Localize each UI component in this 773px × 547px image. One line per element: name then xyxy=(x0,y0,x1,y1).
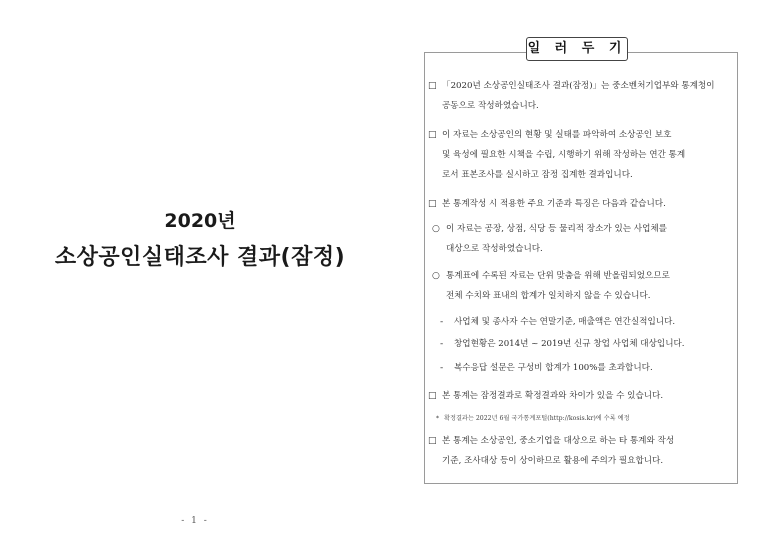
note-line: 사업체 및 종사자 수는 연말기준, 매출액은 연간실적입니다. xyxy=(454,317,676,327)
note-line: 이 자료는 소상공인의 현황 및 실태를 파악하여 소상공인 보호 xyxy=(442,130,672,140)
note-item xyxy=(440,312,746,332)
asterisk-mark: * xyxy=(436,415,439,422)
checkbox-mark: □ xyxy=(428,391,437,401)
page-number: - 1 - xyxy=(181,516,209,526)
note-line: 기준, 조사대상 등이 상이하므로 활용에 주의가 필요합니다. xyxy=(442,456,664,466)
note-line: 복수응답 설문은 구성비 합계가 100%를 초과합니다. xyxy=(454,363,653,373)
page-title: 소상공인실태조사 결과(잠정) xyxy=(54,245,346,270)
note-line: 공동으로 작성하였습니다. xyxy=(442,101,539,111)
note-line: 대상으로 작성하였습니다. xyxy=(446,244,543,254)
note-line: 및 육성에 필요한 시책을 수립, 시행하기 위해 작성하는 연간 통계 xyxy=(442,150,686,160)
checkbox-mark: □ xyxy=(428,199,437,209)
checkbox-mark: □ xyxy=(428,436,437,446)
dash-mark: - xyxy=(440,339,444,349)
note-item xyxy=(432,266,738,306)
note-item xyxy=(440,334,746,354)
circle-mark: ○ xyxy=(432,224,440,234)
note-item xyxy=(428,125,734,185)
note-item xyxy=(428,76,734,116)
note-line: 로서 표본조사를 실시하고 잠정 집계한 결과입니다. xyxy=(442,170,633,180)
note-item xyxy=(432,219,738,259)
footnote xyxy=(436,412,742,426)
dash-mark: - xyxy=(440,317,444,327)
note-item xyxy=(428,386,734,406)
footnote-text: 확정결과는 2022년 6월 국가통계포털(http://kosis.kr)에 수록 예정 xyxy=(444,415,630,422)
note-line: 본 통계작성 시 적용한 주요 기준과 특징은 다음과 같습니다. xyxy=(442,199,666,209)
note-item xyxy=(440,358,746,378)
note-line: 창업현황은 2014년 ~ 2019년 신규 창업 사업체 대상입니다. xyxy=(454,339,685,349)
note-line: 통계표에 수록된 자료는 단위 맞춤을 위해 반올림되었으므로 xyxy=(446,271,670,281)
note-item xyxy=(428,194,734,214)
circle-mark: ○ xyxy=(432,271,440,281)
note-item xyxy=(428,431,734,471)
note-line: 본 통계는 소상공인, 중소기업을 대상으로 하는 타 통계와 작성 xyxy=(442,436,675,446)
notes-header: 일 러 두 기 xyxy=(526,37,628,61)
note-line: 전체 수치와 표내의 합계가 일치하지 않을 수 있습니다. xyxy=(446,291,651,301)
note-line: 본 통계는 잠정결과로 확정결과와 차이가 있을 수 있습니다. xyxy=(442,391,664,401)
note-line: 「2020년 소상공인실태조사 결과(잠정)」는 중소벤처기업부와 통계청이 xyxy=(442,81,715,91)
dash-mark: - xyxy=(440,363,444,373)
checkbox-mark: □ xyxy=(428,81,437,91)
checkbox-mark: □ xyxy=(428,130,437,140)
title-year: 2020년 xyxy=(164,210,236,232)
note-line: 이 자료는 공장, 상점, 식당 등 물리적 장소가 있는 사업체를 xyxy=(446,224,667,234)
